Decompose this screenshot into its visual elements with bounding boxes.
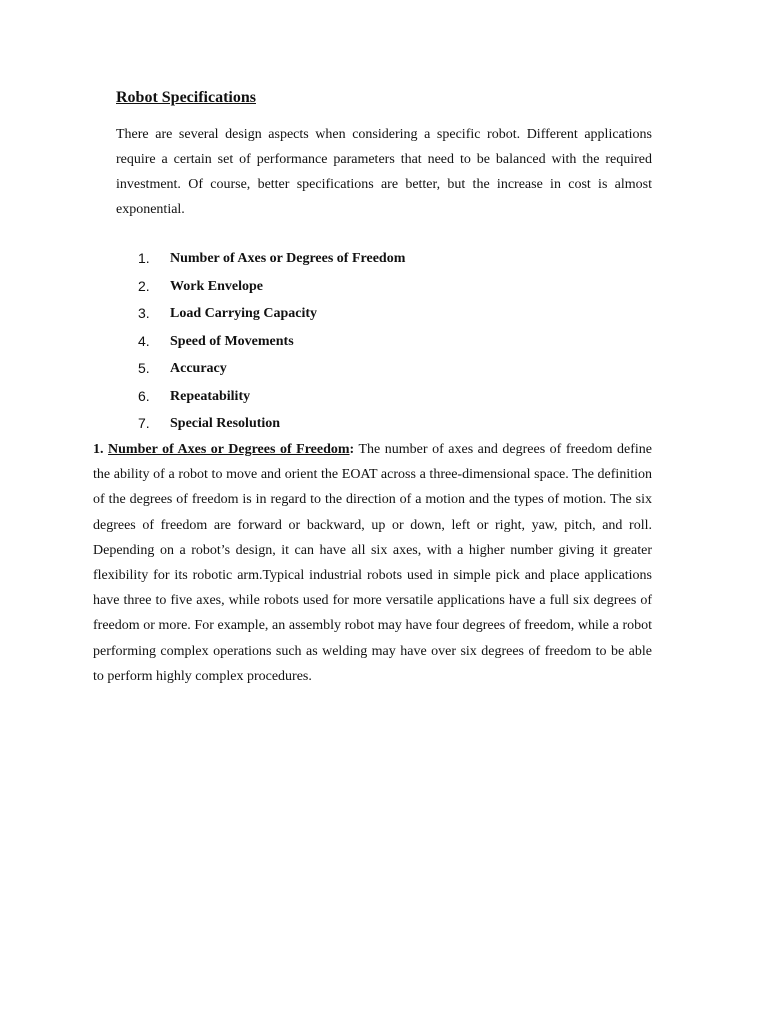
list-item-label: Work Envelope <box>170 278 263 294</box>
intro-paragraph: There are several design aspects when considering a specific robot. Different applications require a certain set of performance parameters that need to be balanced with the required investment. Of course, better specifications are better, but the increase in cost is almost exponential. <box>116 127 652 217</box>
list-item-label: Load Carrying Capacity <box>170 306 317 321</box>
list-item <box>116 273 656 301</box>
list-item-number: 6. <box>138 387 150 404</box>
section-body: The number of axes and degrees of freedom define the ability of a robot to move and orient the EOAT across a three-dimensional space. The definition of the degrees of freedom is in regard to the direction of a motion and the types of motion. The six degrees of freedom are forward or backward, up or down, left or right, yaw, pitch, and roll. Depending on a robot’s design, it can have all six axes, with a higher number giving it greater flexibility for its robotic arm.Typical industrial robots used in simple pick and place applications have three to five axes, while robots used for more versatile applications have a full six degrees of freedom or more. For example, an assembly robot may have four degrees of freedom, while a robot performing complex operations such as welding may have over six degrees of freedom to be able to perform highly complex procedures. <box>93 442 653 684</box>
list-item-number: 7. <box>138 415 150 431</box>
section-heading: Number of Axes or Degrees of Freedom <box>108 442 350 457</box>
list-item-label: Accuracy <box>170 361 227 376</box>
list-item <box>116 355 656 383</box>
list-item <box>116 328 656 356</box>
list-item-label: Repeatability <box>170 388 251 404</box>
list-item <box>116 410 656 438</box>
page-title: Robot Specifications <box>116 89 256 106</box>
list-item <box>116 245 656 273</box>
list-item-label: Speed of Movements <box>170 333 294 349</box>
list-item-number: 3. <box>138 305 150 321</box>
list-item-number: 1. <box>138 250 150 266</box>
list-item-number: 4. <box>138 332 150 349</box>
section-heading-colon: : <box>349 442 355 457</box>
section-degrees-of-freedom <box>93 437 652 689</box>
list-item-label: Special Resolution <box>170 416 281 431</box>
list-item <box>116 383 656 411</box>
list-item-number: 5. <box>138 360 150 376</box>
spec-list <box>116 245 656 438</box>
list-item-label: Number of Axes or Degrees of Freedom <box>170 251 406 266</box>
list-item-number: 2. <box>138 277 150 294</box>
list-item <box>116 300 656 328</box>
section-number: 1. <box>93 442 104 457</box>
